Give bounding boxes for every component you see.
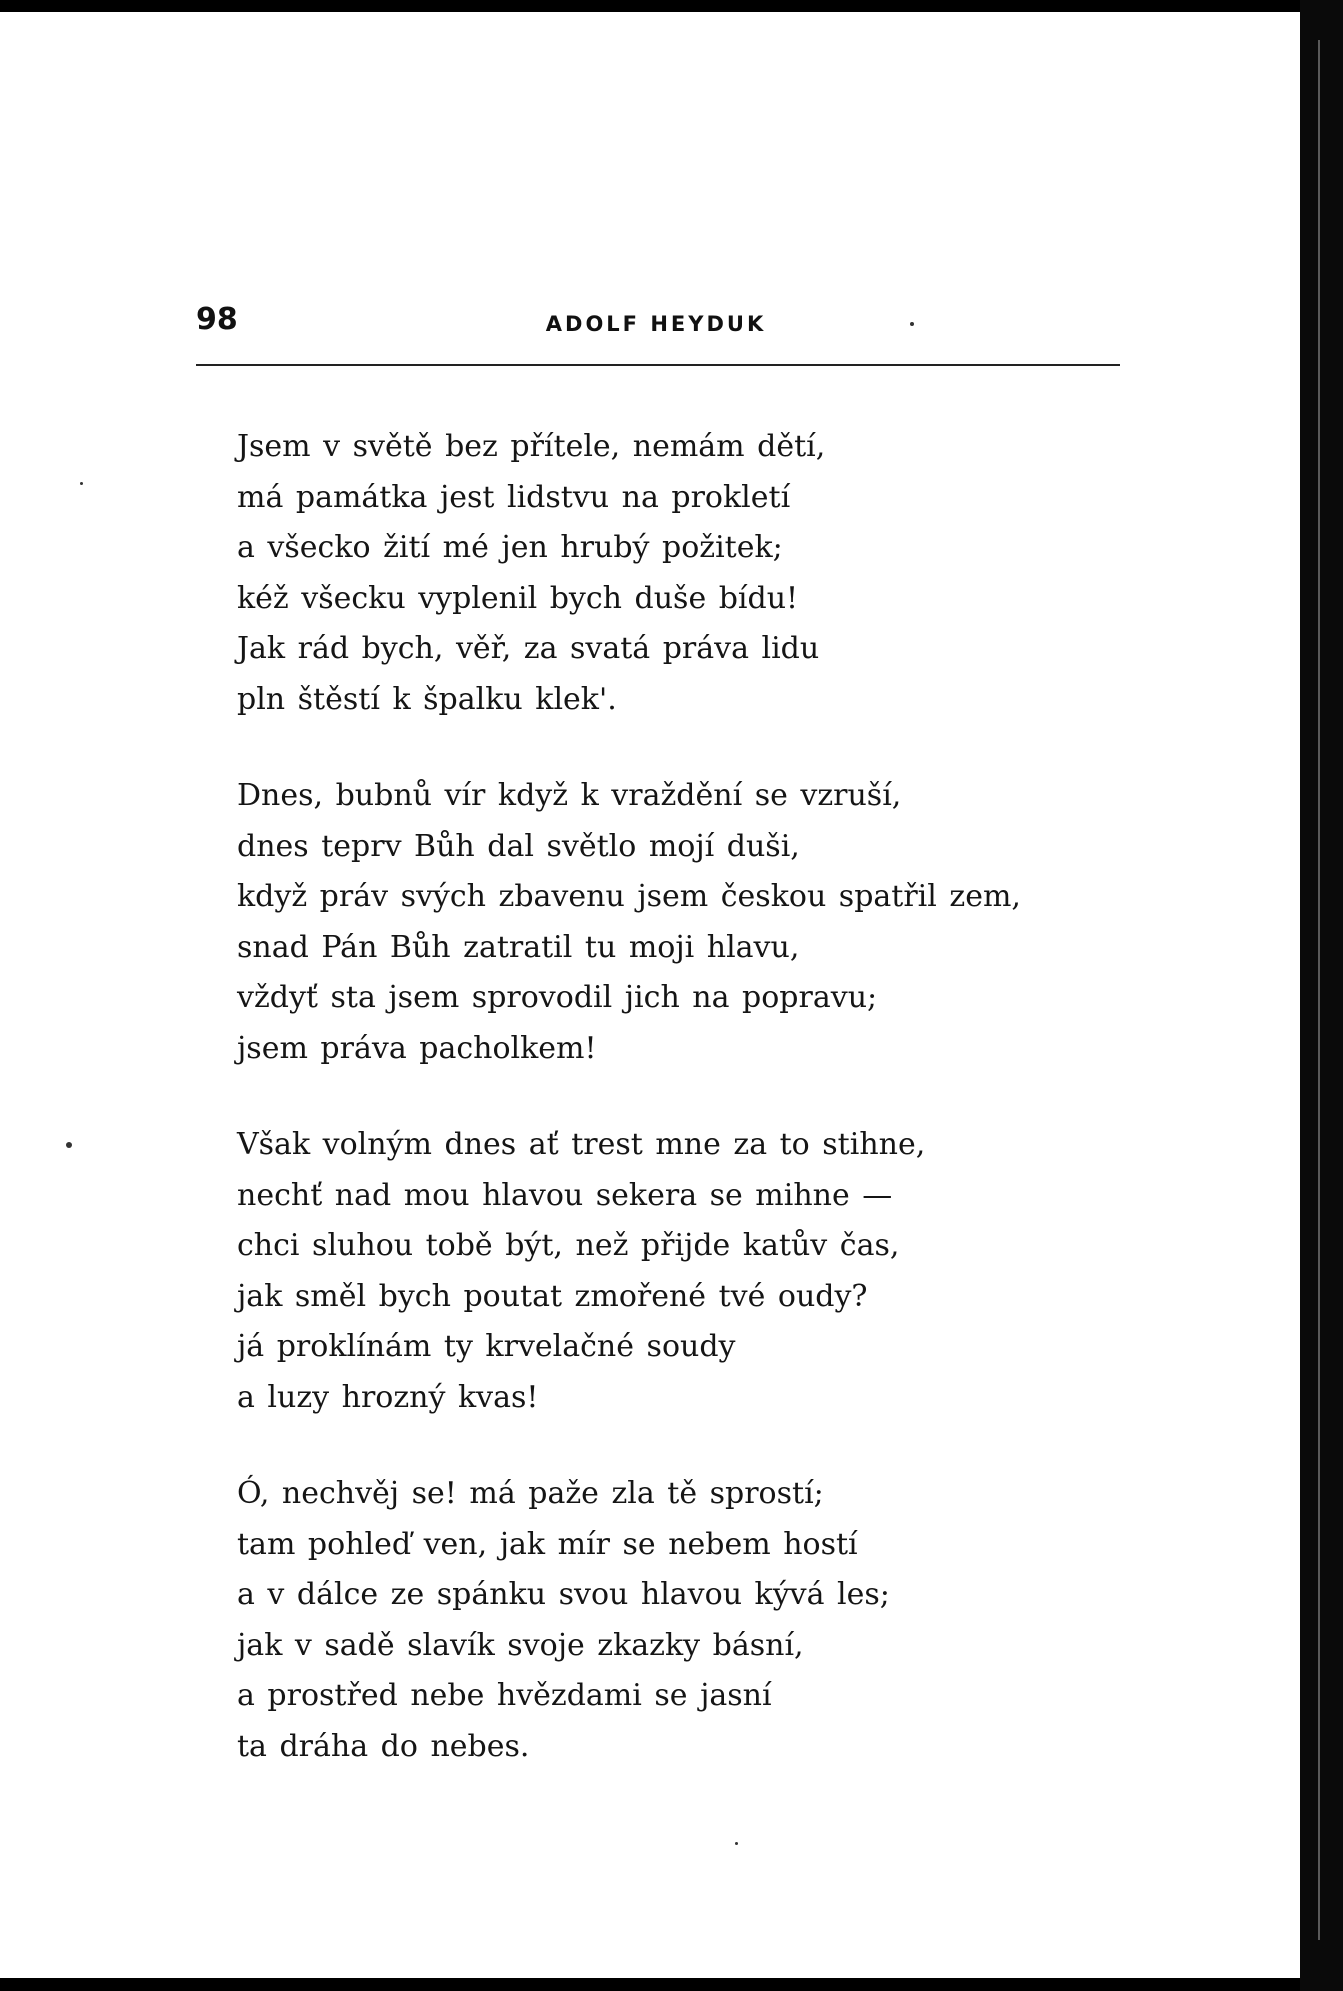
print-speck [66, 1142, 72, 1148]
poem-line: a prostřed nebe hvězdami se jasní [237, 1678, 772, 1713]
stanza-3 [237, 1120, 1137, 1423]
poem-line: Jsem v světě bez přítele, nemám dětí, [237, 429, 826, 464]
stanza-1 [237, 422, 1137, 725]
print-speck [80, 482, 83, 485]
poem-line: pln štěstí k špalku klek'. [237, 681, 617, 717]
header-rule [196, 364, 1120, 366]
poem-line: a luzy hrozný kvas! [237, 1379, 539, 1415]
poem-line: snad Pán Bůh zatratil tu moji hlavu, [237, 929, 800, 965]
running-head [196, 302, 1116, 352]
poem-line: když práv svých zbavenu jsem českou spatřil zem, [237, 879, 1021, 914]
poem-line: Jak rád bych, věř, za svatá práva lidu [237, 631, 820, 666]
poem-line: Ó, nechvěj se! má paže zla tě sprostí; [237, 1476, 824, 1511]
stanza-2 [237, 771, 1137, 1074]
poem-line: jsem práva pacholkem! [237, 1030, 597, 1066]
poem-line: tam pohleď ven, jak mír se nebem hostí [237, 1526, 858, 1562]
poem-line: chci sluhou tobě být, než přijde katův čas, [237, 1228, 900, 1263]
poem-line: Dnes, bubnů vír když k vraždění se vzruší, [237, 778, 902, 813]
poem-line: má památka jest lidstvu na prokletí [237, 479, 791, 515]
print-speck [910, 322, 914, 326]
page-number: 98 [196, 302, 238, 337]
poem-line: dnes teprv Bůh dal světlo mojí duši, [237, 828, 800, 864]
print-speck [735, 1842, 738, 1845]
poem-line: a v dálce ze spánku svou hlavou kývá les; [237, 1577, 890, 1612]
poem-line: jak směl bych poutat zmořené tvé oudy? [237, 1278, 868, 1314]
page-spine-line [1318, 40, 1320, 1940]
poem-line: kéž všecku vyplenil bych duše bídu! [237, 580, 799, 616]
poem-line: ta dráha do nebes. [237, 1728, 530, 1764]
poem-line: jak v sadě slavík svoje zkazky básní, [237, 1627, 804, 1663]
poem-line: vždyť sta jsem sprovodil jich na popravu; [237, 980, 878, 1015]
running-title: ADOLF HEYDUK [545, 312, 767, 336]
poem-line: a všecko žití mé jen hrubý požitek; [237, 530, 783, 565]
book-page [0, 12, 1300, 1978]
poem-line: já proklínám ty krvelačné soudy [237, 1329, 736, 1364]
poem-line: Však volným dnes ať trest mne za to stihne, [237, 1127, 926, 1162]
stanza-4 [237, 1469, 1137, 1772]
poem-body [237, 422, 1137, 1818]
page-spine-edge [1300, 0, 1343, 1991]
poem-line: nechť nad mou hlavou sekera se mihne — [237, 1177, 893, 1213]
